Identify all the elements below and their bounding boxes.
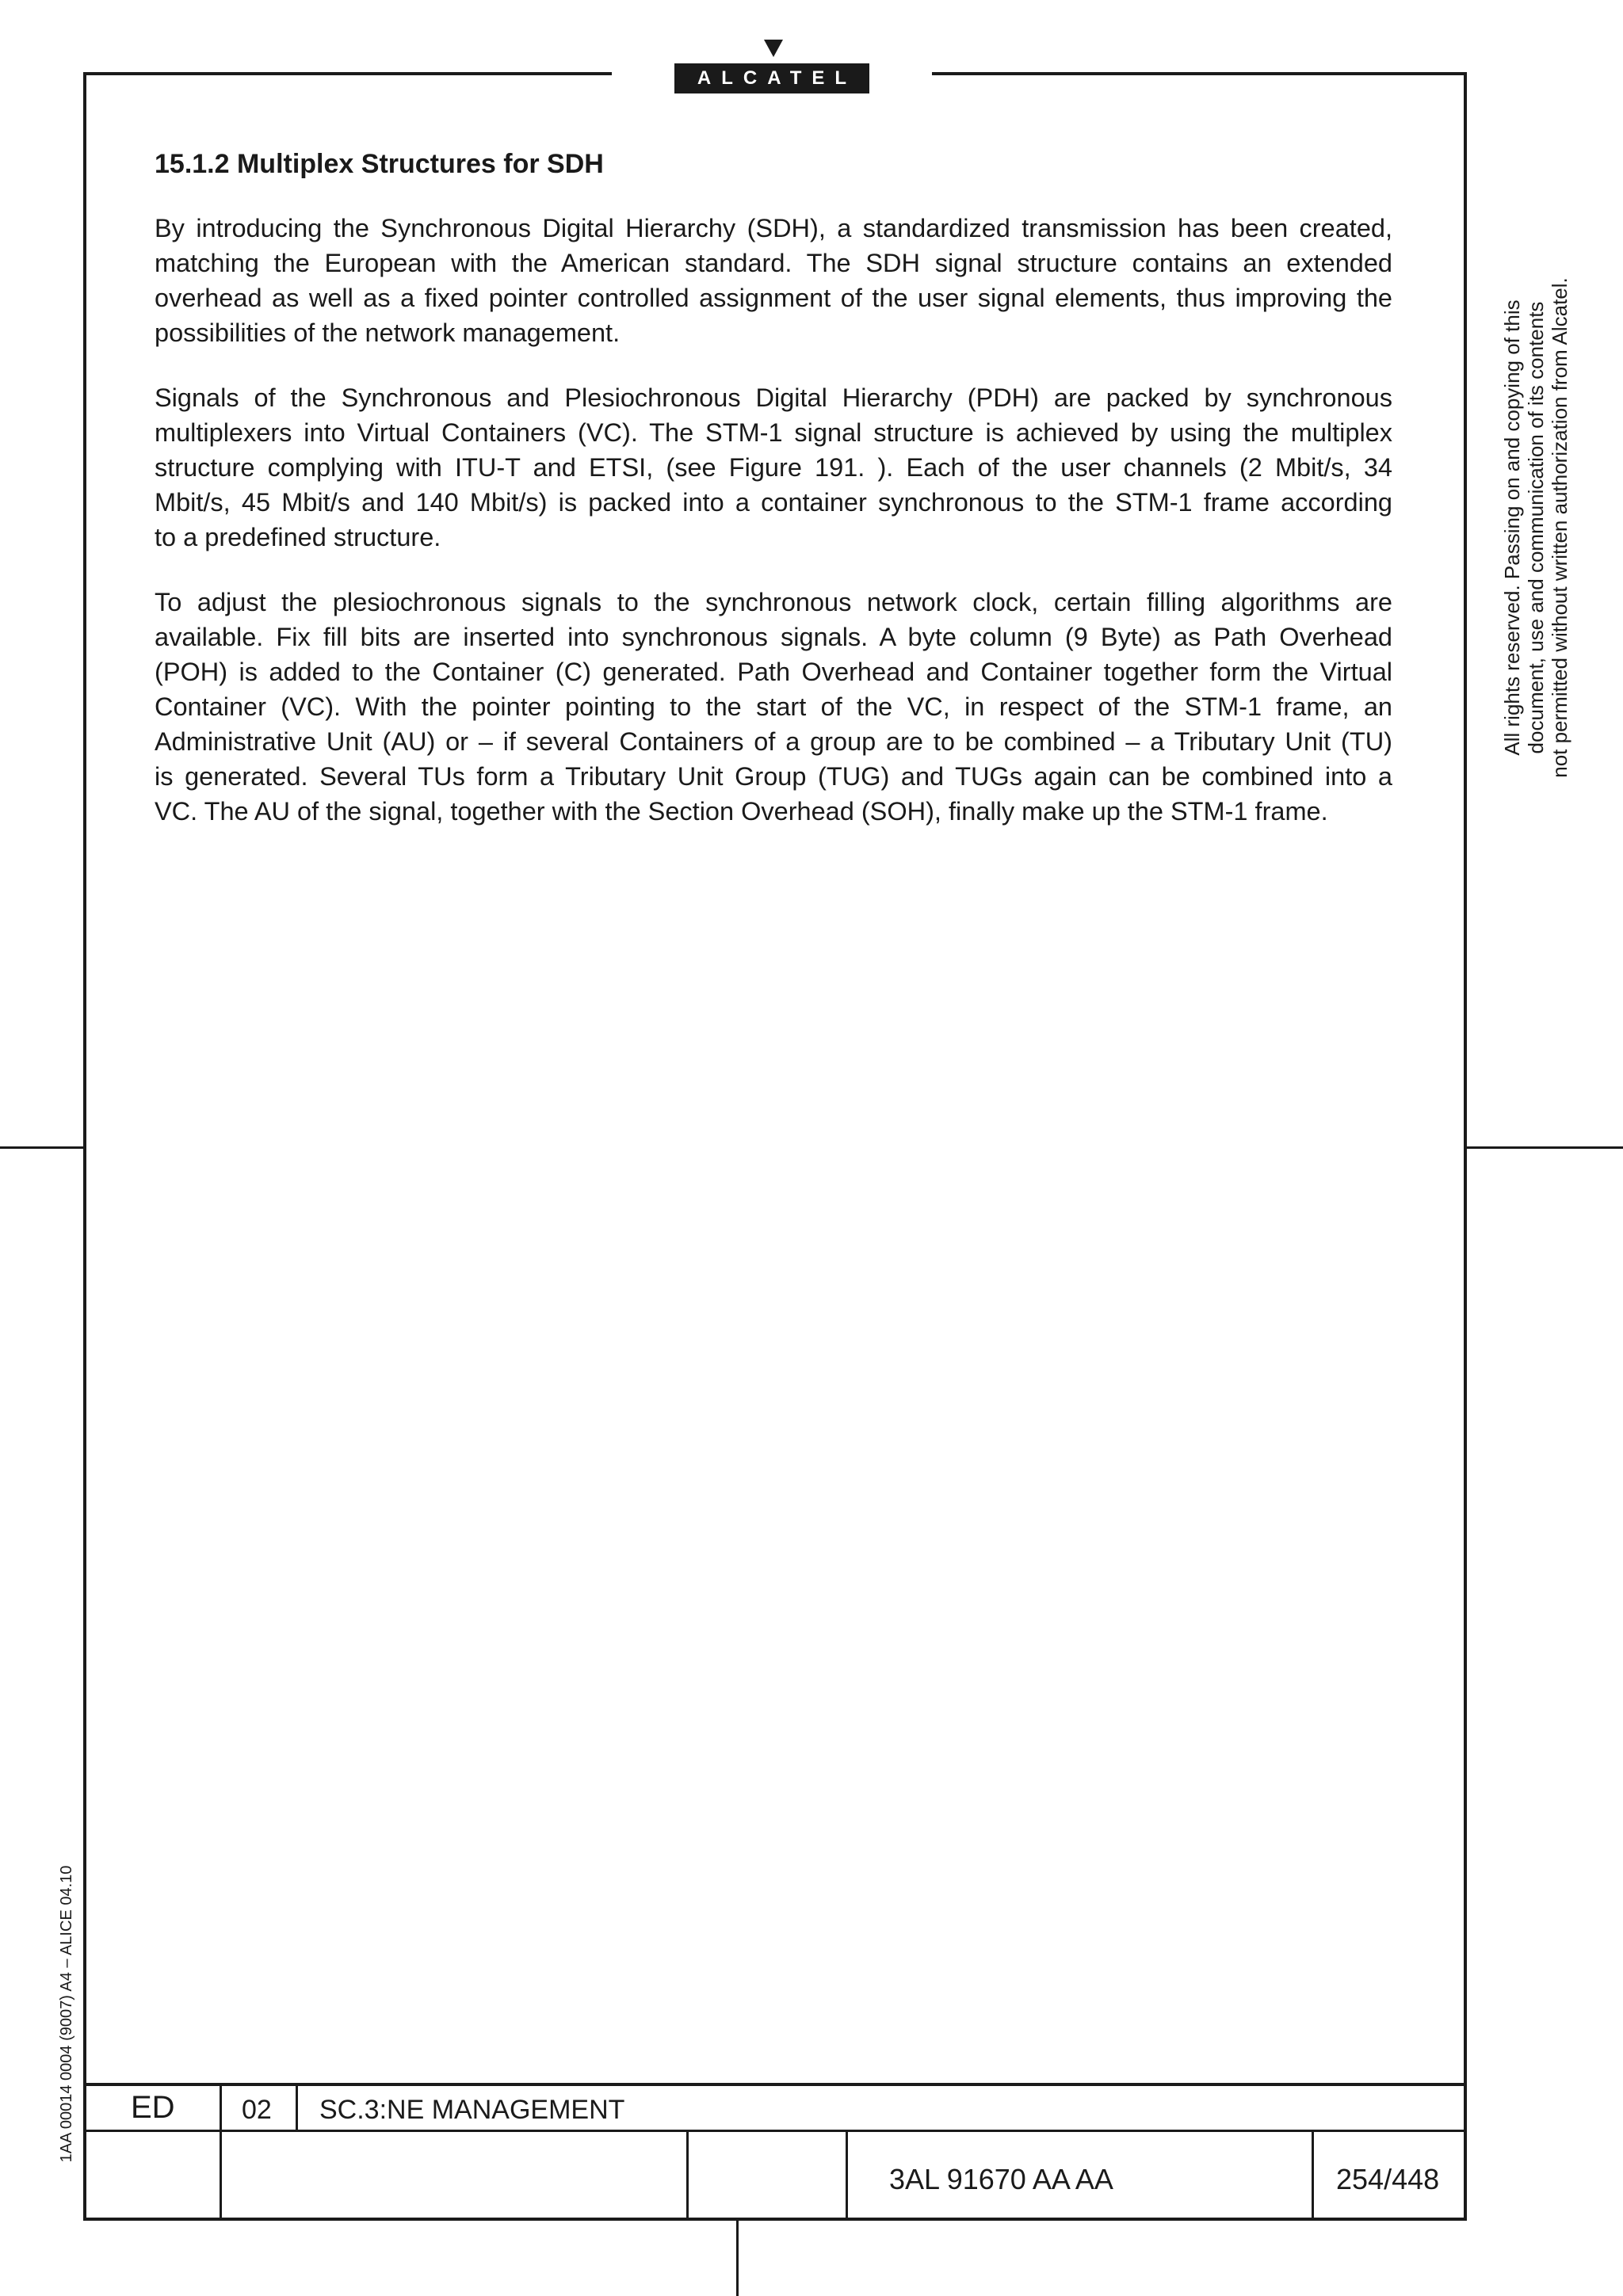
fold-mark-bottom	[736, 2221, 739, 2296]
footer-ed-label: ED	[131, 2090, 175, 2125]
paragraph-line: VC. The AU of the signal, together with the Section Overhead (SOH), finally make up the STM-1 frame.	[155, 797, 1328, 826]
form-code: 1AA 00014 0004 (9007) A4 – ALICE 04.10	[58, 1865, 75, 2163]
paragraph-line: available. Fix fill bits are inserted into synchronous signals. A byte column (9 Byte) as Path Overhead	[155, 623, 1392, 651]
footer-divider	[846, 2130, 848, 2221]
frame-top-left	[83, 72, 612, 75]
paragraph-1	[155, 211, 1392, 350]
copyright-line: All rights reserved. Passing on and copying of this	[1500, 299, 1524, 756]
paragraph-line: To adjust the plesiochronous signals to the synchronous network clock, certain filling algorithms are	[155, 588, 1392, 616]
footer-middle-rule	[83, 2130, 1467, 2132]
paragraph-line: Signals of the Synchronous and Plesiochronous Digital Hierarchy (PDH) are packed by synchronous	[155, 383, 1392, 412]
logo-triangle-icon	[764, 40, 783, 57]
paragraph-2	[155, 380, 1392, 555]
copyright-line: document, use and communication of its contents	[1524, 301, 1548, 754]
frame-bottom	[83, 2218, 1467, 2221]
paragraph-line: to a predefined structure.	[155, 523, 441, 551]
paragraph-line: Mbit/s, 45 Mbit/s and 140 Mbit/s) is packed into a container synchronous to the STM-1 frame according	[155, 488, 1392, 517]
paragraph-line: matching the European with the American standard. The SDH signal structure contains an extended	[155, 249, 1392, 277]
copyright-line: not permitted without written authorization from Alcatel.	[1548, 277, 1571, 778]
alcatel-logo: ALCATEL	[674, 63, 869, 93]
copyright-notice	[1480, 250, 1591, 805]
paragraph-line: possibilities of the network management.	[155, 318, 621, 347]
footer-divider	[1312, 2130, 1314, 2221]
paragraph-line: structure complying with ITU-T and ETSI, (see Figure 191. ). Each of the user channels (2 Mbit/s, 34	[155, 453, 1392, 482]
paragraph-line: (POH) is added to the Container (C) generated. Path Overhead and Container together form the Virtual	[155, 658, 1392, 686]
footer-top-rule	[83, 2083, 1467, 2086]
footer-divider	[686, 2130, 689, 2221]
paragraph-line: multiplexers into Virtual Containers (VC). The STM-1 signal structure is achieved by using the multiplex	[155, 418, 1392, 447]
paragraph-line: Administrative Unit (AU) or – if several Containers of a group are to be combined – a Tributary Unit (TU)	[155, 727, 1392, 756]
footer-ed-value: 02	[242, 2095, 272, 2125]
footer-page-number: 254/448	[1336, 2163, 1440, 2195]
frame-top-right	[932, 72, 1467, 75]
frame-left	[83, 72, 86, 2221]
paragraph-line: is generated. Several TUs form a Tributary Unit Group (TUG) and TUGs again can be combined into a	[155, 762, 1392, 791]
fold-mark-right	[1467, 1146, 1623, 1149]
section-heading: 15.1.2 Multiplex Structures for SDH	[155, 149, 604, 179]
footer-divider	[296, 2083, 298, 2131]
footer-title: SC.3:NE MANAGEMENT	[319, 2095, 625, 2125]
footer-divider	[220, 2083, 222, 2221]
paragraph-line: By introducing the Synchronous Digital Hierarchy (SDH), a standardized transmission has been created,	[155, 214, 1392, 242]
fold-mark-left	[0, 1146, 83, 1149]
paragraph-line: overhead as well as a fixed pointer controlled assignment of the user signal elements, thus improving the	[155, 284, 1392, 312]
footer-doc-number: 3AL 91670 AA AA	[889, 2163, 1113, 2195]
paragraph-line: Container (VC). With the pointer pointing to the start of the VC, in respect of the STM-1 frame, an	[155, 692, 1392, 721]
paragraph-3	[155, 585, 1392, 829]
